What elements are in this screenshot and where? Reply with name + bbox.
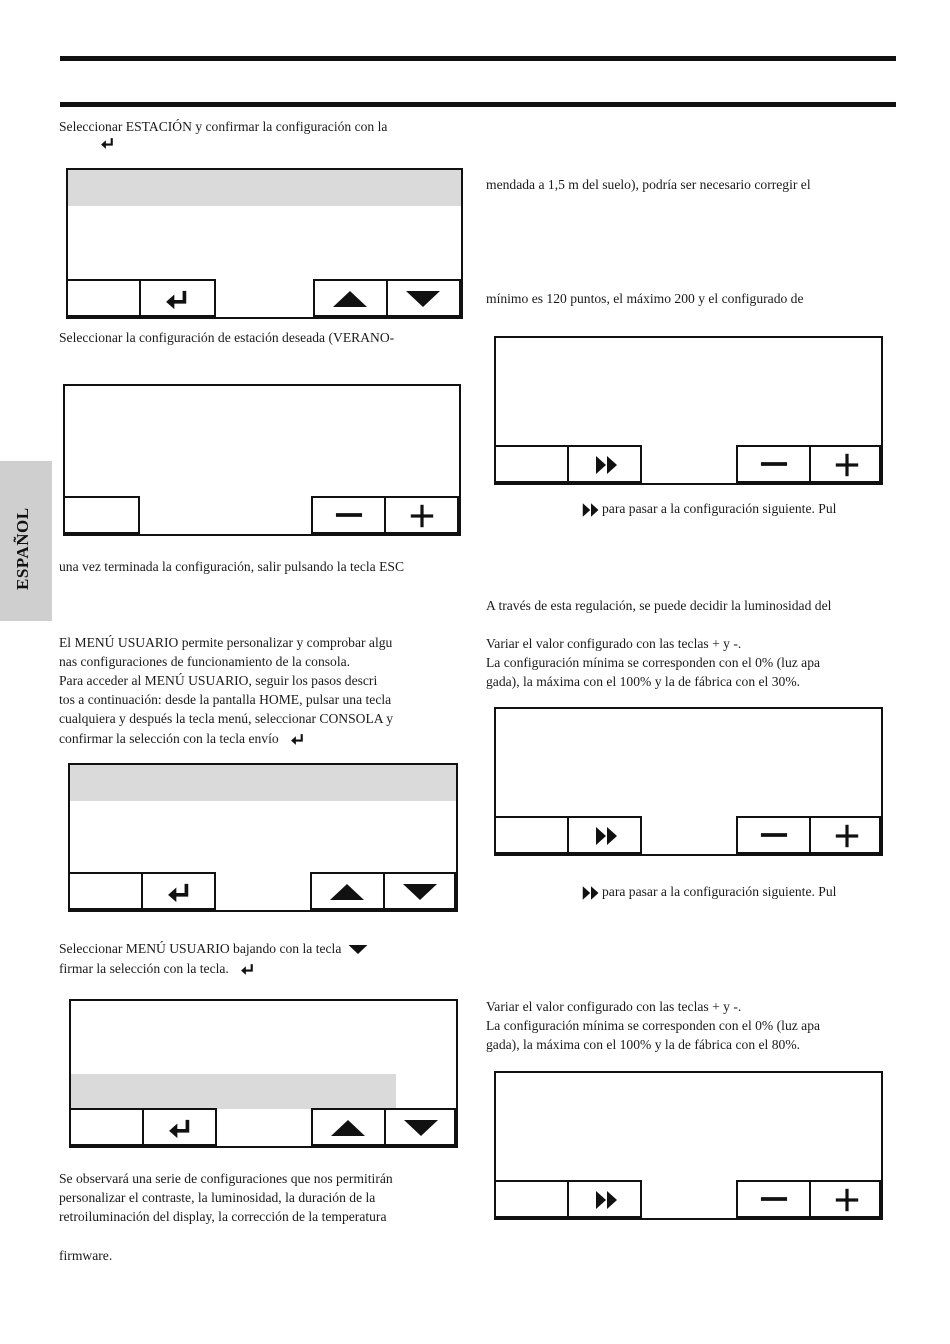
lcd-up-key[interactable] — [310, 872, 385, 910]
left-paragraph-4-line-3: Para acceder al MENÚ USUARIO, seguir los pasos descri — [59, 673, 378, 688]
lcd-blank-key[interactable] — [494, 445, 569, 483]
lcd-plus-key[interactable] — [809, 1180, 881, 1218]
lcd-minus-key[interactable] — [736, 1180, 811, 1218]
left-paragraph-6-line-1: Se observará una serie de configuraciones que nos permitirán — [59, 1171, 393, 1186]
left-paragraph-4-line-6-text: confirmar la selección con la tecla envío — [59, 731, 279, 746]
left-paragraph-5-line-1-text: Seleccionar MENÚ USUARIO bajando con la tecla — [59, 941, 342, 956]
left-paragraph-6-line-3: retroiluminación del display, la corrección de la temperatura — [59, 1209, 387, 1224]
double-arrow-right-icon — [595, 1190, 619, 1210]
lcd-screen-brightness — [494, 707, 883, 856]
right-paragraph-3-text: para pasar a la configuración siguiente. Pul — [602, 501, 837, 516]
enter-icon — [163, 289, 193, 311]
enter-icon — [240, 963, 256, 976]
right-paragraph-5-line-2: La configuración mínima se corresponden con el 0% (luz apa — [486, 655, 821, 670]
lcd-screen-user-menu — [69, 999, 458, 1148]
lcd-highlight-row — [68, 170, 461, 206]
minus-icon — [760, 459, 788, 469]
right-paragraph-6-text: para pasar a la configuración siguiente. Pul — [602, 884, 837, 899]
lcd-blank-key[interactable] — [494, 816, 569, 854]
left-paragraph-5-line-2 — [59, 959, 256, 978]
left-paragraph-4-line-1: El MENÚ USUARIO permite personalizar y comprobar algu — [59, 635, 393, 650]
lcd-blank-key[interactable] — [66, 279, 141, 317]
minus-icon — [760, 830, 788, 840]
triangle-down-icon — [348, 944, 368, 955]
double-arrow-right-icon — [595, 826, 619, 846]
lcd-minus-key[interactable] — [736, 445, 811, 483]
right-paragraph-2: mínimo es 120 puntos, el máximo 200 y el configurado de — [486, 291, 804, 306]
left-paragraph-1: Seleccionar ESTACIÓN y confirmar la configuración con la — [59, 119, 388, 134]
left-paragraph-3: una vez terminada la configuración, salir pulsando la tecla ESC — [59, 559, 405, 574]
lcd-screen-contrast — [494, 336, 883, 485]
plus-icon — [832, 1188, 862, 1212]
left-paragraph-2: Seleccionar la configuración de estación deseada (VERANO- — [59, 330, 395, 345]
header-rule-bottom — [60, 102, 896, 107]
triangle-up-icon — [330, 1119, 366, 1137]
lcd-screen-station — [66, 168, 463, 319]
left-paragraph-7: firmware. — [59, 1248, 113, 1263]
right-paragraph-6 — [582, 882, 836, 901]
lcd-enter-key[interactable] — [139, 279, 216, 317]
triangle-up-icon — [329, 883, 365, 901]
left-paragraph-5-line-2-text: firmar la selección con la tecla. — [59, 961, 229, 976]
left-paragraph-4-line-6 — [59, 729, 306, 748]
lcd-next-key[interactable] — [567, 816, 642, 854]
lcd-highlight-row — [70, 765, 456, 801]
triangle-down-icon — [402, 883, 438, 901]
left-paragraph-4-line-5: cualquiera y después la tecla menú, seleccionar CONSOLA y — [59, 711, 394, 726]
lcd-blank-key[interactable] — [494, 1180, 569, 1218]
lcd-blank-key[interactable] — [69, 1108, 144, 1146]
lcd-down-key[interactable] — [384, 1108, 456, 1146]
enter-icon — [290, 733, 306, 746]
right-paragraph-7-line-3: gada), la máxima con el 100% y la de fábrica con el 80%. — [486, 1037, 801, 1052]
lcd-minus-key[interactable] — [311, 496, 386, 534]
lcd-enter-key[interactable] — [142, 1108, 217, 1146]
right-paragraph-5-line-1: Variar el valor configurado con las teclas + y -. — [486, 636, 742, 651]
right-paragraph-7-line-2: La configuración mínima se corresponden con el 0% (luz apa — [486, 1018, 821, 1033]
left-paragraph-5-line-1 — [59, 939, 368, 958]
lcd-highlight-row — [71, 1074, 396, 1109]
left-paragraph-4-line-4: tos a continuación: desde la pantalla HOME, pulsar una tecla — [59, 692, 392, 707]
lcd-down-key[interactable] — [383, 872, 456, 910]
enter-icon — [165, 882, 195, 904]
minus-icon — [760, 1194, 788, 1204]
lcd-screen-backlight — [494, 1071, 883, 1220]
plus-icon — [832, 453, 862, 477]
lcd-plus-key[interactable] — [809, 445, 881, 483]
lcd-next-key[interactable] — [567, 1180, 642, 1218]
lcd-next-key[interactable] — [567, 445, 642, 483]
right-paragraph-7-line-1: Variar el valor configurado con las teclas + y -. — [486, 999, 742, 1014]
enter-icon — [100, 137, 116, 150]
enter-icon — [166, 1118, 196, 1140]
lcd-screen-console-menu — [68, 763, 458, 912]
plus-icon — [832, 824, 862, 848]
left-paragraph-4-line-2: nas configuraciones de funcionamiento de la consola. — [59, 654, 351, 669]
lcd-blank-key[interactable] — [63, 496, 140, 534]
right-paragraph-3 — [582, 499, 836, 518]
header-rule-top — [60, 56, 896, 61]
triangle-down-icon — [403, 1119, 439, 1137]
double-arrow-right-icon — [582, 502, 600, 518]
language-tab-label: ESPAÑOL — [13, 507, 32, 590]
right-paragraph-1: mendada a 1,5 m del suelo), podría ser necesario corregir el — [486, 177, 811, 192]
double-arrow-right-icon — [595, 455, 619, 475]
lcd-minus-key[interactable] — [736, 816, 811, 854]
plus-icon — [407, 504, 437, 528]
lcd-blank-key[interactable] — [68, 872, 143, 910]
right-paragraph-4: A través de esta regulación, se puede decidir la luminosidad del — [486, 598, 832, 613]
lcd-plus-key[interactable] — [809, 816, 881, 854]
triangle-down-icon — [405, 290, 441, 308]
right-paragraph-5-line-3: gada), la máxima con el 100% y la de fábrica con el 30%. — [486, 674, 801, 689]
left-paragraph-6-line-2: personalizar el contraste, la luminosidad, la duración de la — [59, 1190, 376, 1205]
minus-icon — [335, 510, 363, 520]
lcd-screen-season — [63, 384, 461, 536]
double-arrow-right-icon — [582, 885, 600, 901]
lcd-up-key[interactable] — [313, 279, 388, 317]
triangle-up-icon — [332, 290, 368, 308]
lcd-plus-key[interactable] — [384, 496, 459, 534]
lcd-down-key[interactable] — [386, 279, 461, 317]
lcd-enter-key[interactable] — [141, 872, 216, 910]
lcd-up-key[interactable] — [311, 1108, 386, 1146]
